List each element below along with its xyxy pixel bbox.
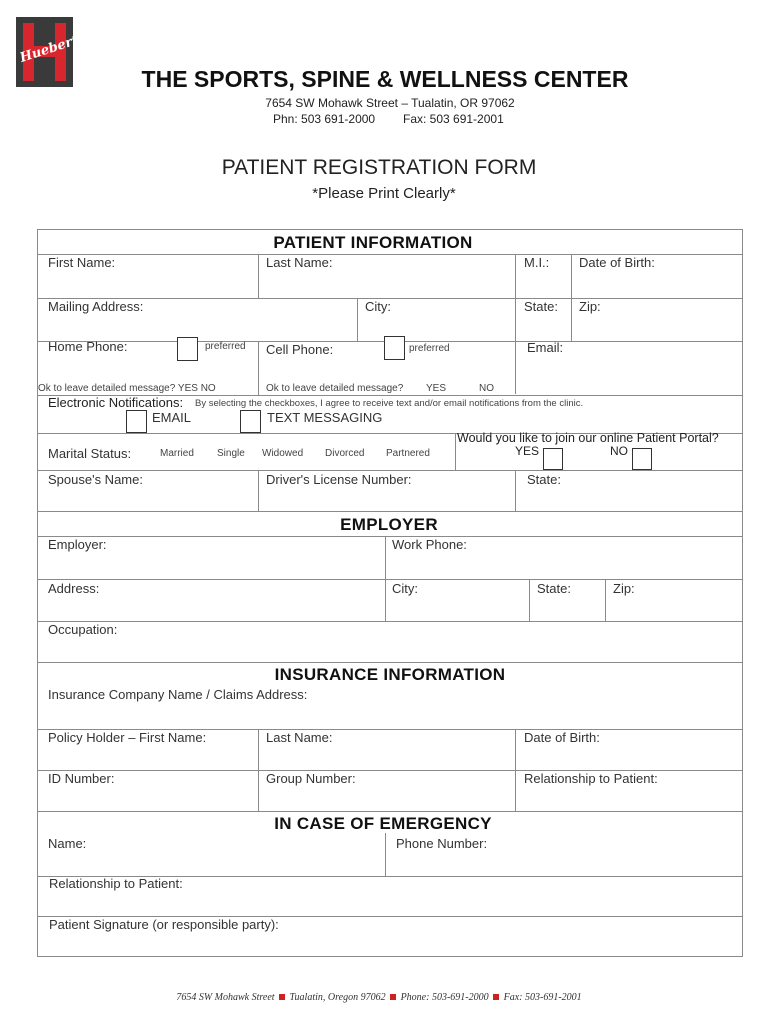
insurance-section-title: INSURANCE INFORMATION [274,665,506,684]
home-preferred-checkbox[interactable] [177,337,198,361]
email-notification-label: EMAIL [152,410,192,425]
divider [455,433,456,470]
footer [0,993,758,1003]
emergency-relationship-label: Relationship to Patient: [49,876,183,891]
cell-ok-message: Ok to leave detailed message? [266,383,404,394]
clinic-address: 7654 SW Mohawk Street – Tualatin, OR 97062 [265,96,515,110]
first-name-label: First Name: [48,255,116,270]
email-label: Email: [527,340,564,355]
policy-last-name-label: Last Name: [266,730,333,745]
mi-label: M.I.: [524,255,550,270]
employer-city-label: City: [392,581,418,596]
insurance-company-label: Insurance Company Name / Claims Address: [48,687,308,702]
cell-preferred-label: preferred [409,343,450,354]
cell-preferred-checkbox[interactable] [384,336,405,360]
marital-option-divorced[interactable]: Divorced [325,448,365,459]
marital-status-label: Marital Status: [48,446,132,461]
signature-label: Patient Signature (or responsible party): [49,917,279,932]
mailing-address-label: Mailing Address: [48,299,144,314]
employer-zip-label: Zip: [613,581,635,596]
form-instruction: *Please Print Clearly* [312,185,456,202]
occupation-field[interactable] [38,622,742,662]
email-notification-checkbox[interactable] [126,410,147,433]
group-number-label: Group Number: [266,771,356,786]
electronic-notifications-title: Electronic Notifications: [48,395,184,410]
emergency-name-label: Name: [48,836,87,851]
divider [37,511,743,512]
cell-phone-label: Cell Phone: [266,342,334,357]
patient-section-title: PATIENT INFORMATION [273,233,473,252]
id-number-label: ID Number: [48,771,115,786]
emergency-section-title: IN CASE OF EMERGENCY [274,814,492,833]
footer-city: Tualatin, Oregon 97062 [289,992,386,1003]
portal-yes-label: YES [515,444,540,458]
text-notification-checkbox[interactable] [240,410,261,433]
portal-no-label: NO [610,444,628,458]
divider [37,811,743,812]
form-title: PATIENT REGISTRATION FORM [221,156,537,179]
footer-phone: Phone: 503-691-2000 [400,992,489,1003]
email-field[interactable] [516,358,742,394]
portal-no-checkbox[interactable] [632,448,652,470]
work-phone-label: Work Phone: [392,537,467,552]
footer-bullet [390,994,396,1000]
marital-option-partnered[interactable]: Partnered [386,448,430,459]
occupation-label: Occupation: [48,622,118,637]
home-phone-field[interactable] [38,356,174,380]
marital-option-married[interactable]: Married [160,448,194,459]
logo-text: Huebert [18,33,81,66]
spouse-name-label: Spouse's Name: [48,472,143,487]
clinic-phone: Phn: 503 691-2000 [273,112,376,126]
cell-ok-no[interactable]: NO [479,383,494,394]
employer-address-label: Address: [48,581,100,596]
employer-state-label: State: [537,581,571,596]
emergency-name-field[interactable] [38,834,384,875]
clinic-fax: Fax: 503 691-2001 [403,112,504,126]
dob-label: Date of Birth: [579,255,655,270]
drivers-license-label: Driver's License Number: [266,472,412,487]
marital-option-single[interactable]: Single [217,448,245,459]
footer-street: 7654 SW Mohawk Street [176,992,275,1003]
divider [37,662,743,663]
cell-phone-field[interactable] [259,360,381,382]
last-name-label: Last Name: [266,255,333,270]
marital-option-widowed[interactable]: Widowed [262,448,304,459]
city-label: City: [365,299,391,314]
employer-section-title: EMPLOYER [340,515,438,534]
text-notification-label: TEXT MESSAGING [267,410,383,425]
policy-holder-first-label: Policy Holder – First Name: [48,730,207,745]
electronic-notifications-note: By selecting the checkboxes, I agree to receive text and/or email notifications from the clinic. [195,398,584,409]
employer-label: Employer: [48,537,107,552]
home-phone-label: Home Phone: [48,339,128,354]
zip-label: Zip: [579,299,601,314]
clinic-name: THE SPORTS, SPINE & WELLNESS CENTER [141,66,629,92]
home-ok-message: Ok to leave detailed message? YES NO [38,383,216,394]
dl-state-label: State: [527,472,561,487]
home-preferred-label: preferred [205,341,246,352]
cell-ok-yes[interactable]: YES [426,383,447,394]
footer-bullet [279,994,285,1000]
portal-question: Would you like to join our online Patient Portal? [457,431,719,445]
policy-dob-label: Date of Birth: [524,730,600,745]
footer-fax: Fax: 503-691-2001 [503,992,582,1003]
insurance-relationship-label: Relationship to Patient: [524,771,658,786]
emergency-phone-label: Phone Number: [396,836,488,851]
portal-yes-checkbox[interactable] [543,448,563,470]
state-label: State: [524,299,558,314]
footer-bullet [493,994,499,1000]
